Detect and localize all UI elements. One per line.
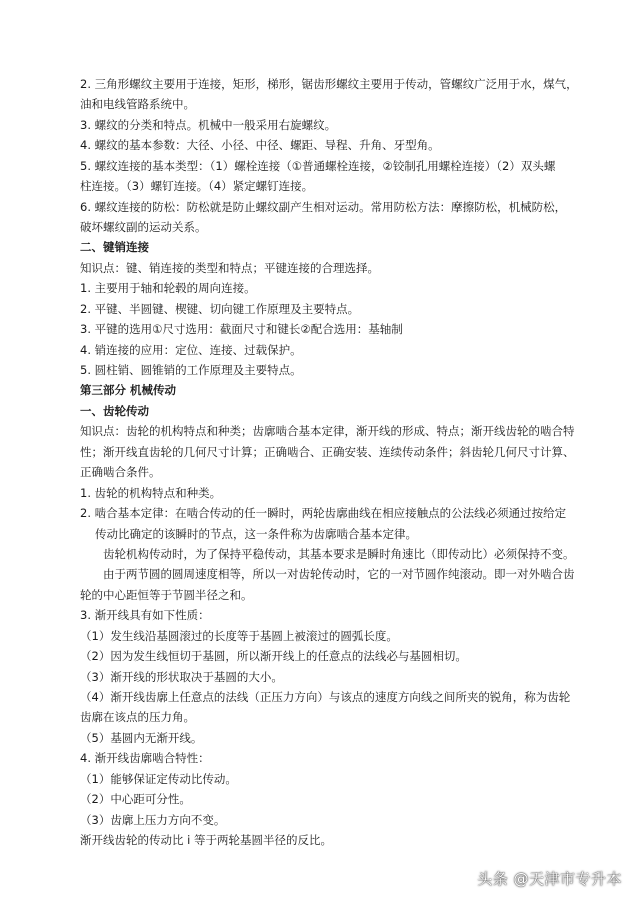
knowledge-points: 知识点：齿轮的机构特点和种类；齿廓啮合基本定律，渐开线的形成、特点；渐开线齿轮的啮合特 xyxy=(80,424,575,438)
text-line: 6. 螺纹连接的防松：防松就是防止螺纹副产生相对运动。常用防松方法：摩擦防松，机械防松， xyxy=(80,200,567,214)
text-line: 齿轮机构传动时，为了保持平稳传动，其基本要求是瞬时角速比（即传动比）必须保持不变。 xyxy=(103,547,575,561)
text-line: 正确啮合条件。 xyxy=(80,465,161,479)
text-line: 3. 螺纹的分类和特点。机械中一般采用右旋螺纹。 xyxy=(80,118,337,132)
text-line: （3）齿廓上压力方向不变。 xyxy=(80,813,226,827)
text-line: 油和电线管路系统中。 xyxy=(80,97,195,111)
watermark: 头条 @天津市专升本 xyxy=(477,870,622,888)
text-line: 1. 主要用于轴和轮毂的周向连接。 xyxy=(80,281,256,295)
knowledge-points: 知识点：键、销连接的类型和特点；平键连接的合理选择。 xyxy=(80,261,379,275)
text-line: （4）渐开线齿廓上任意点的法线（正压力方向）与该点的速度方向线之间所夹的锐角，称为齿轮 xyxy=(80,690,571,704)
text-line: 齿廓在该点的压力角。 xyxy=(80,710,195,724)
text-line: （1）能够保证定传动比传动。 xyxy=(80,772,237,786)
text-line: 2. 啮合基本定律：在啮合传动的任一瞬时，两轮齿廓曲线在相应接触点的公法线必须通过按给定 xyxy=(80,506,567,520)
text-line: 轮的中心距恒等于节圆半径之和。 xyxy=(80,588,253,602)
text-line: 4. 销连接的应用：定位、连接、过载保护。 xyxy=(80,343,302,357)
text-line: 柱连接。（3）螺钉连接。（4）紧定螺钉连接。 xyxy=(80,179,314,193)
section-heading: 一、齿轮传动 xyxy=(80,404,149,418)
text-line: 1. 齿轮的机构特点和种类。 xyxy=(80,486,222,500)
text-line: 2. 平键、半圆键、楔键、切向键工作原理及主要特点。 xyxy=(80,302,360,316)
part-heading: 第三部分 机械传动 xyxy=(80,383,177,397)
text-line: （2）因为发生线恒切于基圆，所以渐开线上的任意点的法线必与基圆相切。 xyxy=(80,649,467,663)
text-line: 4. 渐开线齿廓啮合特性： xyxy=(80,751,210,765)
text-line: 2. 三角形螺纹主要用于连接，矩形，梯形，锯齿形螺纹主要用于传动，管螺纹广泛用于水，煤气， xyxy=(80,77,578,91)
text-line: 破坏螺纹副的运动关系。 xyxy=(80,220,207,234)
text-line: （1）发生线沿基圆滚过的长度等于基圆上被滚过的圆弧长度。 xyxy=(80,629,398,643)
text-line: （5）基圆内无渐开线。 xyxy=(80,731,203,745)
text-line: 5. 圆柱销、圆锥销的工作原理及主要特点。 xyxy=(80,363,302,377)
text-line: 传动比确定的该瞬时的节点，这一条件称为齿廓啮合基本定律。 xyxy=(95,527,417,541)
text-line: 4. 螺纹的基本参数：大径、小径、中径、螺距、导程、升角、牙型角。 xyxy=(80,138,440,152)
section-heading: 二、键销连接 xyxy=(80,240,149,254)
text-line: 3. 平键的选用①尺寸选用：截面尺寸和键长②配合选用：基轴制 xyxy=(80,322,403,336)
text-line: 性；渐开线直齿轮的几何尺寸计算；正确啮合、正确安装、连续传动条件；斜齿轮几何尺寸计算、 xyxy=(80,445,575,459)
text-line: 3. 渐开线具有如下性质： xyxy=(80,608,210,622)
text-line: 由于两节圆的圆周速度相等，所以一对齿轮传动时，它的一对节圆作纯滚动。即一对外啮合齿 xyxy=(103,567,575,581)
text-line: （3）渐开线的形状取决于基圆的大小。 xyxy=(80,670,283,684)
text-line: 5. 螺纹连接的基本类型：（1）螺栓连接（①普通螺栓连接，②铰制孔用螺栓连接）（2）双头螺 xyxy=(80,159,556,173)
text-line: 渐开线齿轮的传动比 i 等于两轮基圆半径的反比。 xyxy=(80,833,333,847)
text-line: （2）中心距可分性。 xyxy=(80,792,191,806)
